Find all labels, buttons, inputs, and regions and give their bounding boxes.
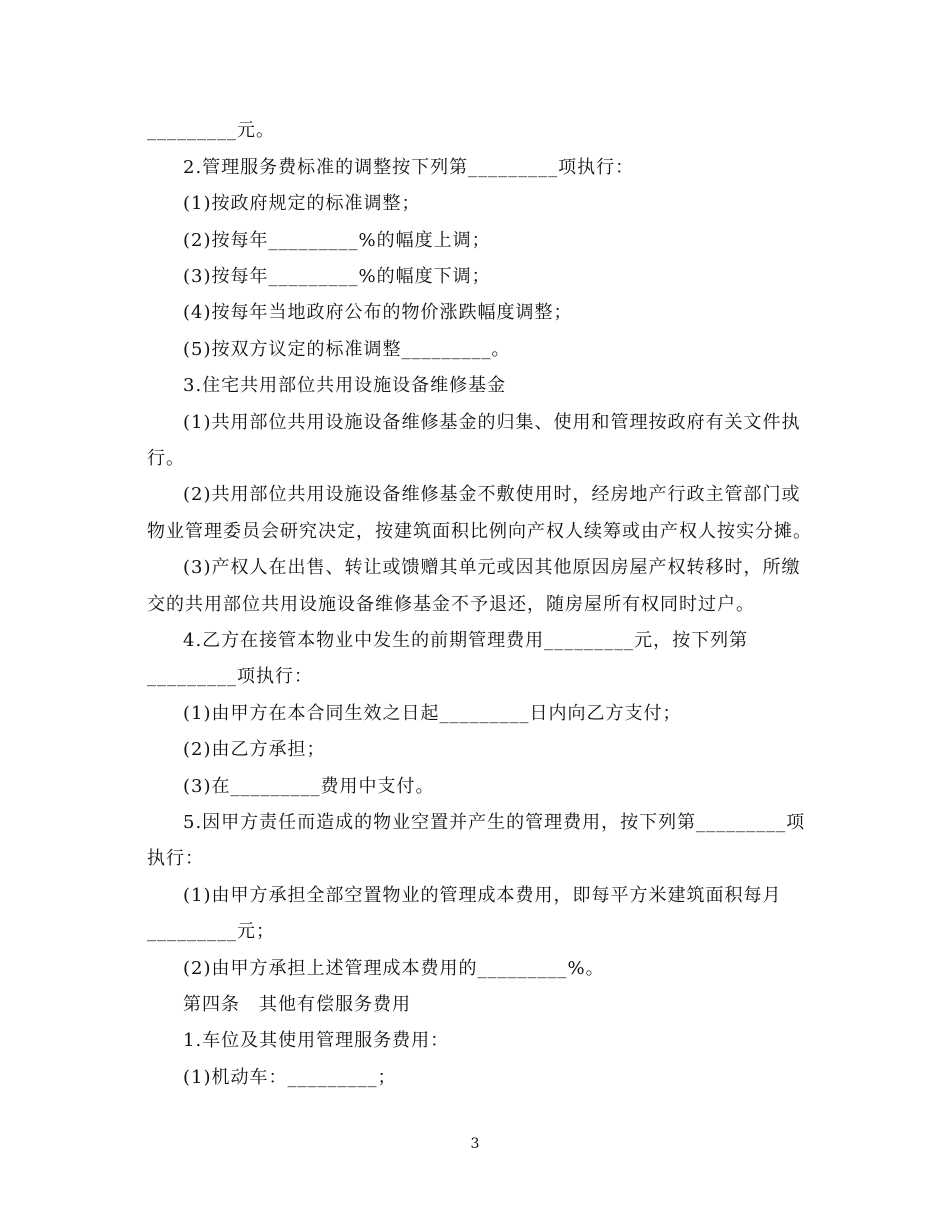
text-line: (1)由甲方在本合同生效之日起_________日内向乙方支付； [183,703,682,724]
text-line: (1)按政府规定的标准调整； [183,193,421,214]
text-line: (2)按每年_________%的幅度上调； [183,230,491,251]
text-line: (5)按双方议定的标准调整_________。 [183,339,511,360]
text-line: 3.住宅共用部位共用设施设备维修基金 [183,375,507,396]
text-line: _________元； [147,921,275,942]
text-line: (4)按每年当地政府公布的物价涨跌幅度调整； [183,302,573,323]
text-line: 执行： [147,848,204,869]
text-line: (1)机动车：_________； [183,1067,397,1088]
page-number: 3 [470,1136,480,1152]
text-line: 2.管理服务费标准的调整按下列第_________项执行： [183,157,635,178]
text-line: 1.车位及其使用管理服务费用： [183,1030,450,1051]
text-line: _________元。 [147,120,275,141]
text-line: _________项执行： [147,666,313,687]
text-line: (3)在_________费用中支付。 [183,776,435,797]
text-line: 行。 [147,448,185,469]
text-line: (2)由乙方承担； [183,739,326,760]
text-line: (2)由甲方承担上述管理成本费用的_________%。 [183,958,605,979]
text-line: (2)共用部位共用设施设备维修基金不敷使用时，经房地产行政主管部门或 [183,484,801,505]
text-line: 4.乙方在接管本物业中发生的前期管理费用_________元，按下列第 [183,630,749,651]
text-line: 物业管理委员会研究决定，按建筑面积比例向产权人续筹或由产权人按实分摊。 [147,521,812,542]
text-line: 5.因甲方责任而造成的物业空置并产生的管理费用，按下列第_________项 [183,812,806,833]
text-line: (1)由甲方承担全部空置物业的管理成本费用，即每平方米建筑面积每月 [183,885,782,906]
text-line: 第四条 其他有偿服务费用 [183,994,411,1015]
text-line: (3)按每年_________%的幅度下调； [183,266,491,287]
text-line: 交的共用部位共用设施设备维修基金不予退还，随房屋所有权同时过户。 [147,594,755,615]
text-line: (1)共用部位共用设施设备维修基金的归集、使用和管理按政府有关文件执 [183,412,801,433]
text-line: (3)产权人在出售、转让或馈赠其单元或因其他原因房屋产权转移时，所缴 [183,557,801,578]
